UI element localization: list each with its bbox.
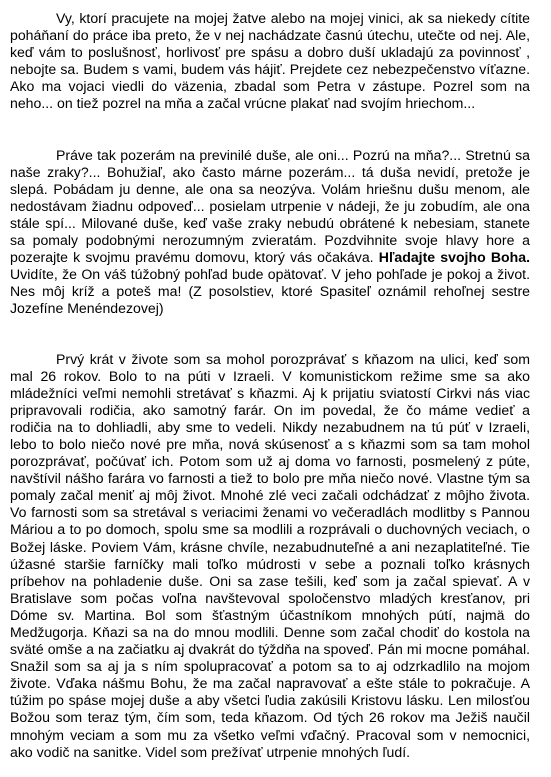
paragraph-2-bold-phrase: Hľadajte svojho Boha. — [378, 249, 531, 266]
paragraph-2-text-after: Uvidíte, že On váš túžobný pohľad bude opätovať. V jeho pohľade je pokoj a život. Nes môj kríž a poteš ma! (Z posolstiev, ktoré Spasiteľ oznámil rehoľnej sestre Jozefíne Menéndezovej) — [10, 266, 530, 317]
paragraph-1-text: Vy, ktorí pracujete na mojej žatve alebo na mojej vinici, ak sa niekedy cítite poháňaní do práce iba preto, že v nej nachádzate časnú útechu, utečte od nej. Ale, keď vám to poslušnosť, horlivosť pre spásu a dobro duší ukladajú za povinnosť , nebojte sa. Budem s vami, budem vás hájiť. Prejdete cez nebezpečenstvo víťazne. Ako ma vojaci viedli do väzenia, zbadal som Petra v zástupe. Pozrel som na neho... on tiež pozrel na mňa a začal vrúcne plakať nad svojím hriechom... — [10, 10, 530, 112]
paragraph-3 — [10, 351, 530, 761]
paragraph-3-text: Prvý krát v živote som sa mohol porozprávať s kňazom na ulici, keď som mal 26 rokov. Bolo to na púti v Izraeli. V komunistickom režime sme sa ako mládežníci veľmi nemohli stretávať s kňazmi. Aj k prijatiu sviatostí Cirkvi nás viac pripravovali rodičia, ako samotný farár. On im povedal, že čo máme vedieť a rodičia na to dohliadli, aby sme to vedeli. Nikdy nezabudnem na tú púť v Izraeli, lebo to bolo niečo nové pre mňa, nová skúsenosť a s kňazmi som sa tam mohol porozprávať, počúvať ich. Potom som už aj doma vo farnosti, posmelený z púte, navštívil nášho farára vo farnosti a tiež to bolo pre mňa niečo nové. Vlastne tým sa pomaly začal meniť aj môj život. Mnohé zlé veci začali odchádzať z môjho života. Vo farnosti som sa stretával s veriacimi ženami vo večeradlách modlitby s Pannou Máriou a to po domoch, spolu sme sa modlili a rozprávali o duchovných veciach, o Božej láske. Poviem Vám, krásne chvíle, nezabudnuteľné a ani nezaplatiteľné. Tie úžasné staršie farníčky mali toľko múdrosti v sebe a poznali toľko krásnych príbehov na pohladenie duše. Oni sa zase tešili, keď som ja začal spievať. A v Bratislave som počas voľna navštevoval spoločenstvo mladých kresťanov, pri Dóme sv. Martina. Bol som šťastným účastníkom mnohých pútí, najmä do Medžugorja. Kňazi sa na do mnou modlili. Denne som začal chodiť do kostola na sväté omše a na začiatku aj dvakrát do týždňa na spoveď. Pán mi mocne pomáhal. Snažil som sa aj ja s ním spolupracovať a potom sa to aj odzrkadlilo na mojom živote. Vďaka nášmu Bohu, že ma začal napravovať a ešte stále to pokračuje. A túžim po spáse mojej duše a aby všetci ľudia zakúsili Kristovu lásku. Len milosťou Božou som teraz tým, čím som, teda kňazom. Od tých 26 rokov ma Ježiš naučil mnohým veciam a som mu za všetko veľmi vďačný. Pracoval som v nemocnici, ako vodič na sanitke. Videl som prežívať utrpenie mnohých ľudí. — [10, 350, 530, 760]
paragraph-2-text-before: Práve tak pozerám na previnilé duše, ale oni... Pozrú na mňa?... Stretnú sa naše zraky?... Bohužiaľ, ako často márne pozerám... tá duša nevidí, pretože je slepá. Pobádam ju denne, ale ona sa neozýva. Volám hriešnu dušu menom, ale nedostávam žiadnu odpoveď... posielam utrpenie v nádeji, že ju zobudím, ale ona stále spí... Milované duše, keď vaše zraky nebudú obrátené k nebesiam, stanete sa pomaly podobnými nerozumným zvieratám. Pozdvihnite svoje hlavy hore a pozerajte k svojmu pravému domovu, ktorý vás očakáva. — [10, 146, 530, 266]
document-page — [10, 10, 530, 761]
paragraph-spacer — [10, 113, 530, 147]
paragraph-1 — [10, 10, 530, 113]
paragraph-2 — [10, 147, 530, 318]
paragraph-spacer — [10, 318, 530, 351]
